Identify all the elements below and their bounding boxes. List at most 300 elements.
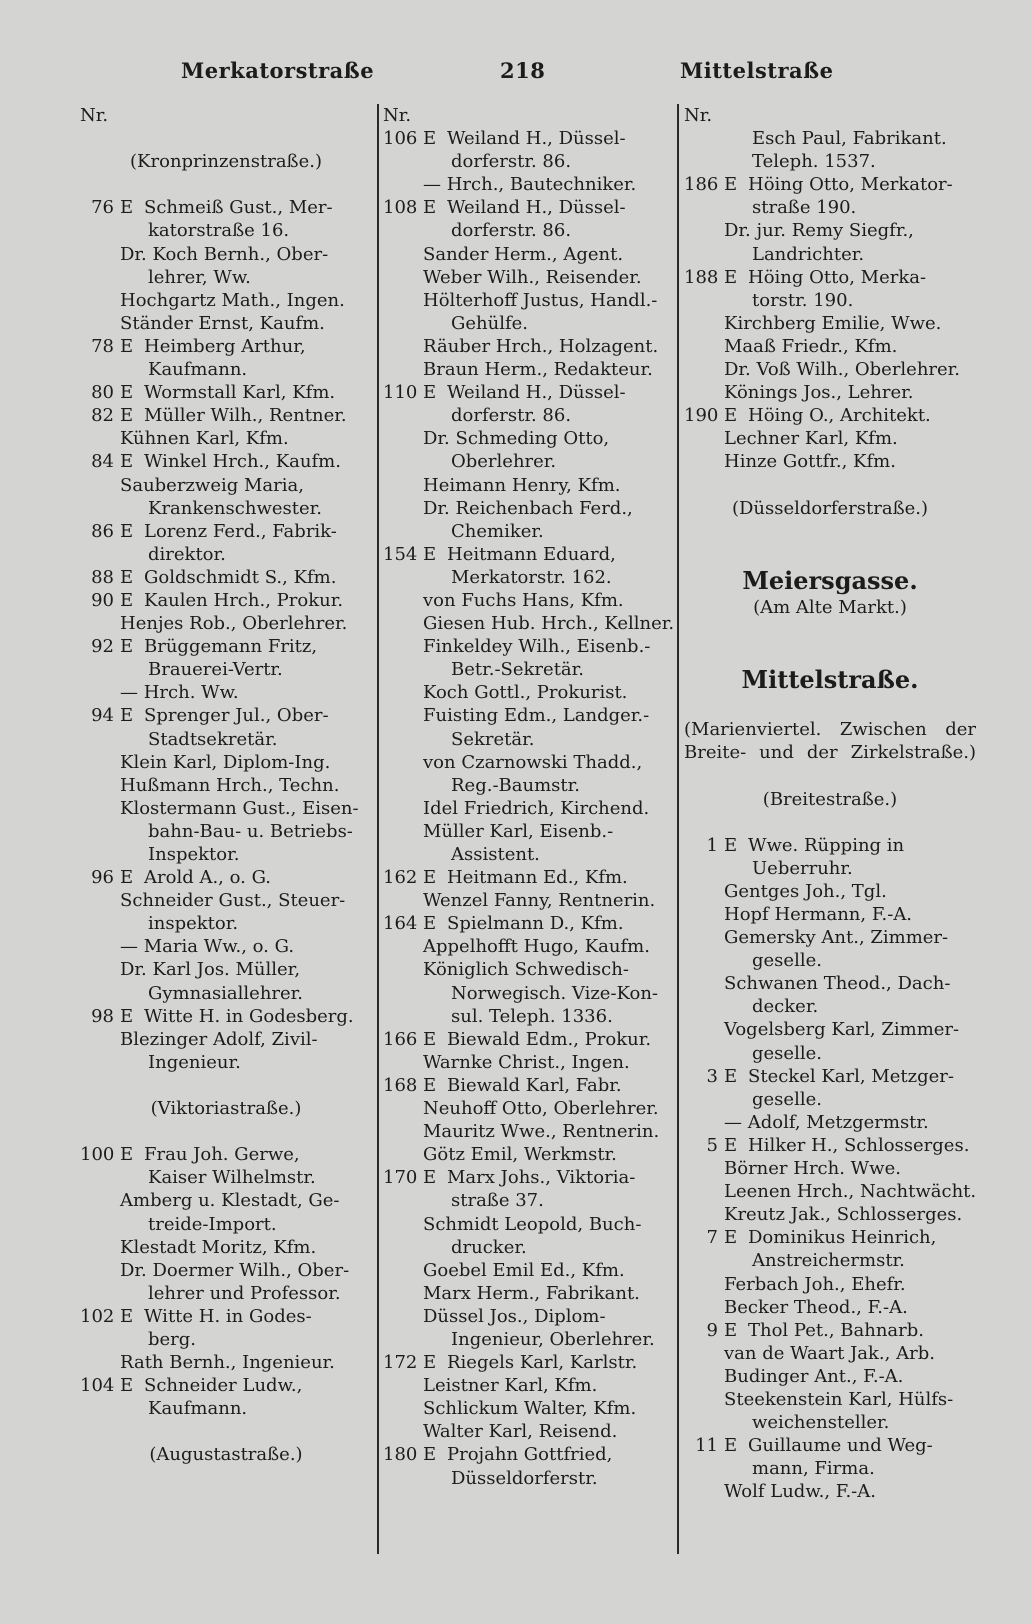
directory-line bbox=[684, 695, 976, 718]
directory-line bbox=[80, 658, 372, 681]
directory-line bbox=[80, 704, 372, 727]
directory-line bbox=[684, 243, 976, 266]
house-number: 180 bbox=[383, 1444, 418, 1466]
house-number: 162 bbox=[383, 867, 418, 889]
street-heading bbox=[684, 566, 976, 596]
line-text: Hochgartz Math., Ingen. bbox=[120, 289, 345, 311]
directory-line bbox=[383, 566, 675, 589]
directory-line bbox=[80, 1051, 372, 1074]
owner-marker: E bbox=[423, 913, 437, 935]
directory-line bbox=[80, 1189, 372, 1212]
directory-line bbox=[80, 1259, 372, 1282]
line-text: Breite- und der Zirkelstraße.) bbox=[684, 742, 976, 764]
line-text: Idel Friedrich, Kirchend. bbox=[423, 797, 650, 819]
directory-line bbox=[80, 427, 372, 450]
directory-line bbox=[684, 1065, 976, 1088]
line-text: Merkatorstr. 162. bbox=[451, 566, 612, 588]
line-text: Schneider Ludw., bbox=[144, 1375, 303, 1397]
directory-line bbox=[80, 450, 372, 473]
line-text: Dr. Koch Bernh., Ober- bbox=[120, 243, 329, 265]
line-text: Witte H. in Godes- bbox=[144, 1305, 312, 1327]
house-number: 98 bbox=[91, 1005, 114, 1027]
line-text: Stadtsekretär. bbox=[148, 728, 278, 750]
directory-line bbox=[80, 589, 372, 612]
line-text: Gymnasiallehrer. bbox=[148, 982, 304, 1004]
owner-marker: E bbox=[120, 1144, 134, 1166]
line-text: Thol Pet., Bahnarb. bbox=[748, 1319, 924, 1341]
line-text: Leenen Hrch., Nachtwächt. bbox=[724, 1181, 977, 1203]
directory-line bbox=[383, 912, 675, 935]
house-number: 108 bbox=[383, 197, 418, 219]
directory-line bbox=[684, 811, 976, 834]
line-text: Mauritz Wwe., Rentnerin. bbox=[423, 1121, 660, 1143]
directory-line bbox=[684, 312, 976, 335]
line-text: Finkeldey Wilh., Eisenb.- bbox=[423, 636, 651, 658]
house-number: 9 bbox=[706, 1319, 718, 1341]
street-subheading bbox=[684, 596, 976, 619]
house-number: 168 bbox=[383, 1074, 418, 1096]
owner-marker: E bbox=[423, 1444, 437, 1466]
line-text: Klestadt Moritz, Kfm. bbox=[120, 1236, 317, 1258]
house-number: 78 bbox=[91, 335, 114, 357]
street-subheading bbox=[80, 150, 372, 173]
directory-line bbox=[684, 1319, 976, 1342]
line-text: Becker Theod., F.-A. bbox=[724, 1296, 908, 1318]
directory-line bbox=[383, 982, 675, 1005]
line-text: Nr. bbox=[80, 105, 109, 126]
line-text: Kaufmann. bbox=[148, 359, 248, 381]
line-text: Goebel Emil Ed., Kfm. bbox=[423, 1259, 625, 1281]
line-text: Hilker H., Schlosserges. bbox=[748, 1134, 970, 1156]
line-text: Walter Karl, Reisend. bbox=[423, 1421, 618, 1443]
directory-line bbox=[383, 335, 675, 358]
directory-line bbox=[80, 1166, 372, 1189]
owner-marker: E bbox=[423, 867, 437, 889]
directory-line bbox=[684, 1457, 976, 1480]
directory-line bbox=[383, 935, 675, 958]
line-text: Winkel Hrch., Kaufm. bbox=[144, 451, 341, 473]
directory-line bbox=[383, 889, 675, 912]
owner-marker: E bbox=[724, 1227, 738, 1249]
directory-line bbox=[383, 312, 675, 335]
line-text: Gehülfe. bbox=[451, 312, 529, 334]
line-text: direktor. bbox=[148, 543, 226, 565]
directory-line bbox=[80, 728, 372, 751]
directory-line bbox=[383, 219, 675, 242]
directory-line bbox=[383, 1097, 675, 1120]
column-divider bbox=[677, 104, 679, 1554]
line-text: Dr. Voß Wilh., Oberlehrer. bbox=[724, 359, 961, 381]
directory-line bbox=[80, 1420, 372, 1443]
line-text: lehrer, Ww. bbox=[148, 266, 251, 288]
line-text: drucker. bbox=[451, 1236, 527, 1258]
owner-marker: E bbox=[724, 1435, 738, 1457]
running-header-right: Mittelstraße bbox=[680, 58, 834, 83]
street-heading bbox=[684, 665, 976, 695]
owner-marker: E bbox=[120, 405, 134, 427]
house-number: 166 bbox=[383, 1028, 418, 1050]
directory-line bbox=[383, 1074, 675, 1097]
line-text: von Czarnowski Thadd., bbox=[423, 751, 643, 773]
directory-line bbox=[383, 196, 675, 219]
line-text: lehrer und Professor. bbox=[148, 1282, 341, 1304]
directory-line bbox=[684, 1249, 976, 1272]
line-text: Witte H. in Godesberg. bbox=[144, 1005, 354, 1027]
line-text: Warnke Christ., Ingen. bbox=[423, 1051, 630, 1073]
directory-line bbox=[684, 1111, 976, 1134]
directory-line bbox=[383, 704, 675, 727]
directory-line bbox=[684, 903, 976, 926]
owner-marker: E bbox=[120, 566, 134, 588]
directory-line bbox=[684, 949, 976, 972]
house-number: 76 bbox=[91, 197, 114, 219]
line-text: Weiland H., Düssel- bbox=[447, 382, 626, 404]
line-text: straße 37. bbox=[451, 1190, 544, 1212]
line-text: bahn-Bau- u. Betriebs- bbox=[148, 820, 353, 842]
line-text: Reg.-Baumstr. bbox=[451, 774, 580, 796]
line-text: Biewald Edm., Prokur. bbox=[447, 1028, 652, 1050]
directory-line bbox=[684, 358, 976, 381]
line-text: Chemiker. bbox=[451, 520, 544, 542]
directory-line bbox=[80, 127, 372, 150]
directory-line bbox=[684, 474, 976, 497]
directory-line bbox=[80, 543, 372, 566]
house-number: 172 bbox=[383, 1352, 418, 1374]
directory-line bbox=[684, 880, 976, 903]
line-text: Dr. Reichenbach Ferd., bbox=[423, 497, 633, 519]
house-number: 96 bbox=[91, 867, 114, 889]
line-text: (Breitestraße.) bbox=[762, 788, 898, 810]
house-number: 188 bbox=[684, 266, 719, 288]
line-text: Kaiser Wilhelmstr. bbox=[148, 1167, 316, 1189]
line-text: — Adolf, Metzgermstr. bbox=[724, 1111, 929, 1133]
line-text: — Hrch., Bautechniker. bbox=[423, 174, 637, 196]
line-text: Gentges Joh., Tgl. bbox=[724, 880, 887, 902]
house-number: 94 bbox=[91, 705, 114, 727]
line-text: Koch Gottl., Prokurist. bbox=[423, 682, 628, 704]
directory-line bbox=[80, 196, 372, 219]
line-text: Goldschmidt S., Kfm. bbox=[144, 566, 337, 588]
line-text: Appelhofft Hugo, Kaufm. bbox=[423, 936, 650, 958]
line-text: (Düsseldorferstraße.) bbox=[731, 497, 929, 519]
street-subheading bbox=[80, 1443, 372, 1466]
directory-line bbox=[684, 1342, 976, 1365]
directory-line bbox=[684, 764, 976, 787]
directory-line bbox=[80, 1120, 372, 1143]
line-text: Düsseldorferstr. bbox=[451, 1467, 598, 1489]
directory-line bbox=[684, 150, 976, 173]
house-number: 90 bbox=[91, 589, 114, 611]
line-text: Riegels Karl, Karlstr. bbox=[447, 1352, 638, 1374]
directory-line bbox=[383, 797, 675, 820]
directory-line bbox=[383, 1328, 675, 1351]
directory-line bbox=[383, 497, 675, 520]
directory-line bbox=[383, 820, 675, 843]
running-header-left: Merkatorstraße bbox=[181, 58, 375, 83]
directory-line bbox=[684, 1273, 976, 1296]
line-text: Dr. Doermer Wilh., Ober- bbox=[120, 1259, 350, 1281]
directory-line bbox=[80, 1282, 372, 1305]
house-number: 186 bbox=[684, 174, 719, 196]
line-text: Lorenz Ferd., Fabrik- bbox=[144, 520, 337, 542]
line-text: Klostermann Gust., Eisen- bbox=[120, 797, 359, 819]
directory-line bbox=[383, 1120, 675, 1143]
directory-line bbox=[80, 912, 372, 935]
line-text: Betr.-Sekretär. bbox=[451, 659, 585, 681]
line-text: Dominikus Heinrich, bbox=[748, 1227, 937, 1249]
directory-line bbox=[684, 289, 976, 312]
directory-line bbox=[684, 1088, 976, 1111]
directory-line bbox=[684, 857, 976, 880]
line-text: Kirchberg Emilie, Wwe. bbox=[724, 312, 942, 334]
directory-line bbox=[383, 1189, 675, 1212]
line-text: mann, Firma. bbox=[752, 1458, 875, 1480]
directory-line bbox=[684, 427, 976, 450]
directory-line bbox=[383, 1282, 675, 1305]
directory-line bbox=[80, 612, 372, 635]
line-text: Heitmann Ed., Kfm. bbox=[447, 867, 628, 889]
directory-line bbox=[80, 1328, 372, 1351]
line-text: treide-Import. bbox=[148, 1213, 277, 1235]
line-text: Wormstall Karl, Kfm. bbox=[144, 382, 336, 404]
line-text: Inspektor. bbox=[148, 844, 240, 865]
directory-line bbox=[684, 1388, 976, 1411]
owner-marker: E bbox=[724, 1319, 738, 1341]
line-text: Steekenstein Karl, Hülfs- bbox=[724, 1388, 954, 1410]
directory-line bbox=[684, 642, 976, 665]
directory-line bbox=[383, 1259, 675, 1282]
line-text: Marx Johs., Viktoria- bbox=[447, 1167, 636, 1189]
line-text: Norwegisch. Vize-Kon- bbox=[451, 982, 659, 1004]
directory-line bbox=[80, 1074, 372, 1097]
line-text: dorferstr. 86. bbox=[451, 405, 572, 427]
directory-line bbox=[383, 1143, 675, 1166]
owner-marker: E bbox=[724, 266, 738, 288]
owner-marker: E bbox=[120, 520, 134, 542]
line-text: Krankenschwester. bbox=[148, 497, 322, 519]
directory-line bbox=[80, 1305, 372, 1328]
line-text: (Viktoriastraße.) bbox=[150, 1098, 302, 1120]
line-text: Kühnen Karl, Kfm. bbox=[120, 428, 289, 450]
line-text: (Am Alte Markt.) bbox=[753, 596, 907, 618]
street-subheading bbox=[80, 1097, 372, 1120]
directory-line bbox=[383, 1467, 675, 1490]
line-text: sul. Teleph. 1336. bbox=[451, 1005, 613, 1027]
line-text: Amberg u. Klestadt, Ge- bbox=[120, 1190, 340, 1212]
directory-line bbox=[80, 289, 372, 312]
directory-line bbox=[684, 543, 976, 566]
directory-line bbox=[684, 741, 976, 764]
directory-line bbox=[383, 774, 675, 797]
line-text: Spielmann D., Kfm. bbox=[447, 913, 624, 935]
owner-marker: E bbox=[120, 589, 134, 611]
directory-line bbox=[383, 1213, 675, 1236]
house-number: 7 bbox=[706, 1227, 718, 1249]
house-number: 102 bbox=[80, 1305, 115, 1327]
house-number: 1 bbox=[706, 834, 718, 856]
directory-line bbox=[383, 289, 675, 312]
directory-line bbox=[684, 127, 976, 150]
line-text: geselle. bbox=[752, 950, 822, 972]
directory-line bbox=[383, 1420, 675, 1443]
directory-line bbox=[80, 266, 372, 289]
line-text: dorferstr. 86. bbox=[451, 220, 572, 242]
directory-line bbox=[684, 1296, 976, 1319]
directory-line bbox=[80, 312, 372, 335]
directory-line bbox=[383, 681, 675, 704]
directory-line bbox=[80, 935, 372, 958]
directory-line bbox=[80, 681, 372, 704]
line-text: Mittelstraße. bbox=[741, 665, 919, 695]
directory-line bbox=[684, 1157, 976, 1180]
owner-marker: E bbox=[724, 405, 738, 427]
directory-line bbox=[684, 450, 976, 473]
line-text: Heimann Henry, Kfm. bbox=[423, 474, 621, 496]
directory-line bbox=[383, 1005, 675, 1028]
line-text: Guillaume und Weg- bbox=[748, 1435, 933, 1457]
directory-line bbox=[80, 520, 372, 543]
page-number: 218 bbox=[500, 58, 546, 83]
line-text: Schwanen Theod., Dach- bbox=[724, 973, 951, 995]
line-text: Hölterhoff Justus, Handl.- bbox=[423, 289, 658, 311]
directory-line bbox=[684, 1226, 976, 1249]
line-text: Sander Herm., Agent. bbox=[423, 243, 624, 265]
line-text: Schmeiß Gust., Mer- bbox=[144, 197, 333, 219]
owner-marker: E bbox=[423, 1074, 437, 1096]
line-text: Teleph. 1537. bbox=[752, 151, 876, 173]
line-text: Henjes Rob., Oberlehrer. bbox=[120, 613, 348, 635]
directory-line bbox=[684, 219, 976, 242]
directory-line bbox=[383, 358, 675, 381]
directory-line bbox=[684, 926, 976, 949]
owner-marker: E bbox=[423, 1028, 437, 1050]
directory-line bbox=[684, 995, 976, 1018]
directory-line bbox=[684, 834, 976, 857]
line-text: Oberlehrer. bbox=[451, 451, 557, 473]
owner-marker: E bbox=[724, 1065, 738, 1087]
directory-line bbox=[383, 243, 675, 266]
line-text: Giesen Hub. Hrch., Kellner. bbox=[423, 613, 675, 635]
line-text: Könings Jos., Lehrer. bbox=[724, 382, 914, 404]
line-text: katorstraße 16. bbox=[148, 220, 290, 242]
directory-line bbox=[383, 520, 675, 543]
line-text: Lechner Karl, Kfm. bbox=[724, 428, 898, 450]
directory-line bbox=[80, 1005, 372, 1028]
line-text: Vogelsberg Karl, Zimmer- bbox=[724, 1019, 960, 1041]
line-text: Klein Karl, Diplom-Ing. bbox=[120, 751, 331, 773]
house-number: 11 bbox=[695, 1435, 718, 1457]
directory-line bbox=[80, 1213, 372, 1236]
column-heading bbox=[684, 104, 976, 127]
owner-marker: E bbox=[423, 1167, 437, 1189]
directory-line bbox=[80, 404, 372, 427]
directory-line bbox=[80, 474, 372, 497]
directory-line bbox=[383, 127, 675, 150]
directory-line bbox=[383, 173, 675, 196]
directory-line bbox=[80, 173, 372, 196]
line-text: Schlickum Walter, Kfm. bbox=[423, 1398, 637, 1420]
directory-line bbox=[383, 474, 675, 497]
directory-line bbox=[80, 381, 372, 404]
owner-marker: E bbox=[423, 382, 437, 404]
owner-marker: E bbox=[120, 867, 134, 889]
line-text: Hinze Gottfr., Kfm. bbox=[724, 451, 896, 473]
line-text: Räuber Hrch., Holzagent. bbox=[423, 335, 659, 357]
line-text: Müller Karl, Eisenb.- bbox=[423, 820, 614, 842]
directory-line bbox=[80, 751, 372, 774]
directory-line bbox=[383, 843, 675, 866]
directory-line bbox=[80, 866, 372, 889]
directory-line bbox=[383, 1305, 675, 1328]
house-number: 154 bbox=[383, 543, 418, 565]
directory-line bbox=[684, 520, 976, 543]
owner-marker: E bbox=[120, 197, 134, 219]
directory-line bbox=[80, 820, 372, 843]
directory-line bbox=[383, 1397, 675, 1420]
line-text: Maaß Friedr., Kfm. bbox=[724, 335, 898, 357]
house-number: 88 bbox=[91, 566, 114, 588]
line-text: Ingenieur. bbox=[148, 1051, 241, 1073]
owner-marker: E bbox=[724, 834, 738, 856]
line-text: Dr. Karl Jos. Müller, bbox=[120, 959, 301, 981]
line-text: — Hrch. Ww. bbox=[120, 682, 239, 704]
directory-line bbox=[383, 658, 675, 681]
directory-line bbox=[80, 1028, 372, 1051]
line-text: Dr. jur. Remy Siegfr., bbox=[724, 220, 914, 242]
directory-line bbox=[684, 1365, 976, 1388]
line-text: Arold A., o. G. bbox=[144, 867, 272, 889]
house-number: 110 bbox=[383, 382, 418, 404]
column-middle bbox=[383, 104, 675, 1490]
owner-marker: E bbox=[120, 1375, 134, 1397]
column-heading bbox=[383, 104, 675, 127]
directory-line bbox=[383, 1374, 675, 1397]
owner-marker: E bbox=[423, 128, 437, 150]
house-number: 84 bbox=[91, 451, 114, 473]
owner-marker: E bbox=[423, 1352, 437, 1374]
line-text: decker. bbox=[752, 996, 819, 1018]
owner-marker: E bbox=[423, 197, 437, 219]
owner-marker: E bbox=[120, 636, 134, 658]
line-text: Steckel Karl, Metzger- bbox=[748, 1065, 954, 1087]
directory-line bbox=[684, 404, 976, 427]
house-number: 104 bbox=[80, 1375, 115, 1397]
line-text: Hopf Hermann, F.-A. bbox=[724, 904, 913, 925]
line-text: Anstreichermstr. bbox=[752, 1250, 905, 1272]
line-text: van de Waart Jak., Arb. bbox=[724, 1342, 935, 1364]
directory-line bbox=[80, 889, 372, 912]
directory-line bbox=[383, 1028, 675, 1051]
owner-marker: E bbox=[724, 1134, 738, 1156]
line-text: geselle. bbox=[752, 1088, 822, 1110]
directory-line bbox=[684, 1411, 976, 1434]
house-number: 170 bbox=[383, 1167, 418, 1189]
directory-line bbox=[684, 1203, 976, 1226]
directory-line bbox=[80, 958, 372, 981]
directory-line bbox=[80, 1351, 372, 1374]
line-text: Weber Wilh., Reisender. bbox=[423, 266, 642, 288]
directory-line bbox=[383, 728, 675, 751]
owner-marker: E bbox=[423, 543, 437, 565]
line-text: Wwe. Rüpping in bbox=[748, 834, 905, 856]
line-text: Fuisting Edm., Landger.- bbox=[423, 705, 650, 727]
directory-line bbox=[684, 266, 976, 289]
line-text: berg. bbox=[148, 1328, 197, 1350]
directory-line bbox=[684, 381, 976, 404]
directory-line bbox=[684, 196, 976, 219]
directory-line bbox=[383, 1051, 675, 1074]
directory-line bbox=[383, 612, 675, 635]
